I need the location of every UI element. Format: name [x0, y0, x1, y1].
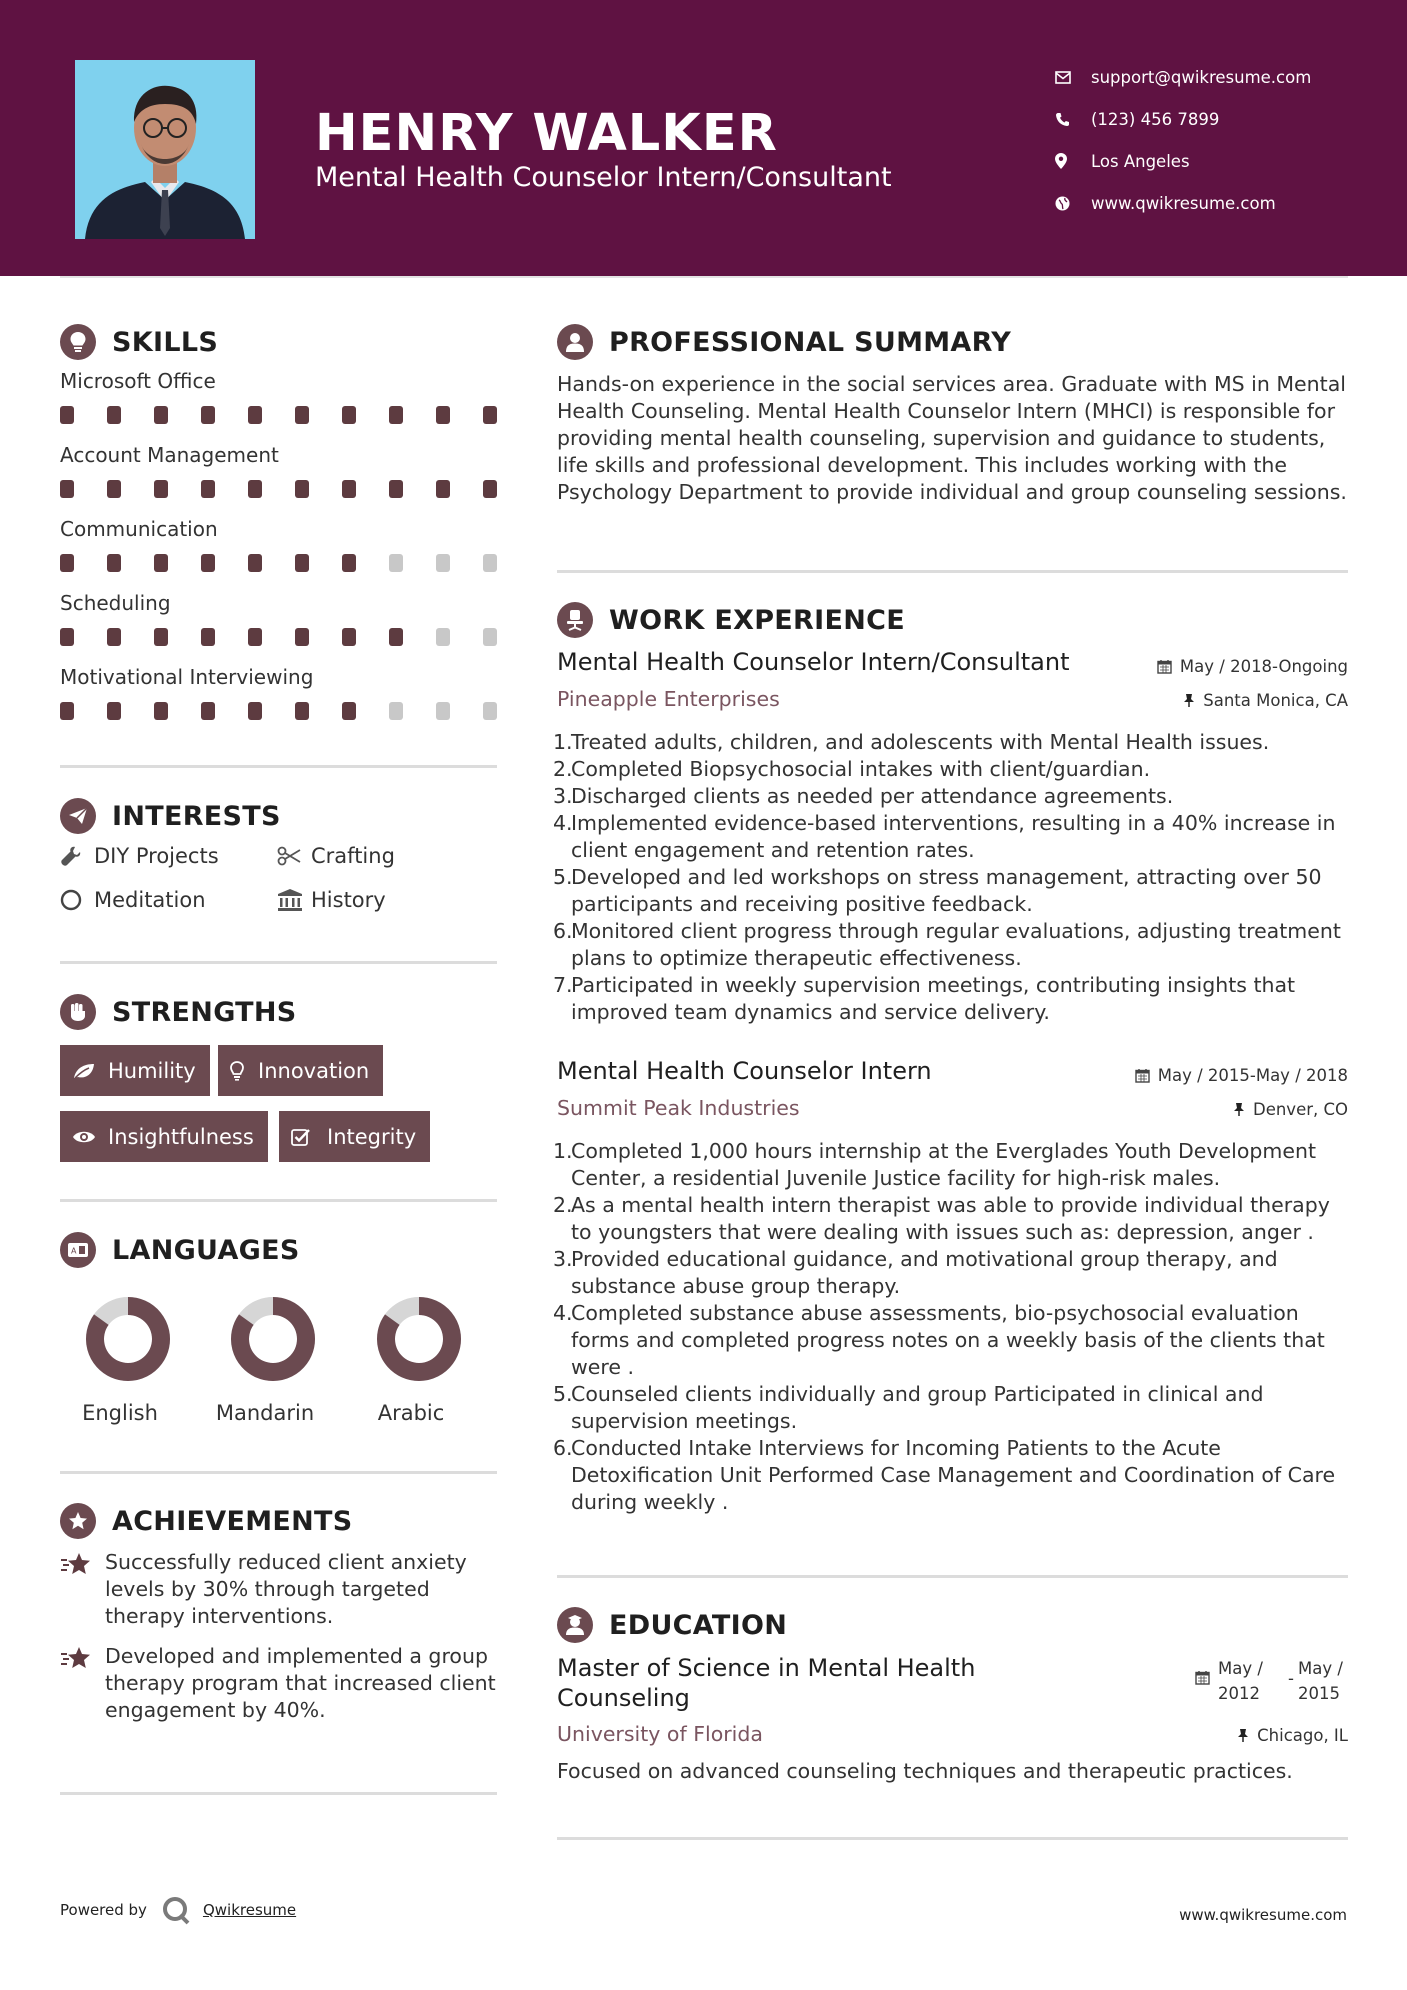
list-item: 6. Monitored client progress through regular evaluations, adjusting treatment plans to optimize therapeutic effectiveness.: [553, 918, 1353, 972]
skill-dot-filled: [201, 702, 215, 720]
footer-powered-by: [60, 1895, 296, 1925]
education-end-month: May /: [1298, 1659, 1343, 1678]
wrench-icon: [60, 845, 94, 867]
languages-divider: [60, 1471, 497, 1474]
language-level-ring: [84, 1295, 172, 1383]
skill-dot-filled: [295, 628, 309, 646]
skill-rating: [60, 544, 497, 588]
language-label: Arabic: [377, 1401, 445, 1425]
responsibility-text: Completed 1,000 hours internship at the Everglades Youth Development Center, a residential Juvenile Justice facility for high-risk males.: [571, 1139, 1316, 1190]
strength-tag: [279, 1111, 430, 1162]
skill-dot-filled: [107, 702, 121, 720]
skills-list: [60, 366, 497, 736]
language-item: [60, 1295, 180, 1425]
pushpin-icon: [1233, 1102, 1245, 1117]
skill-rating: [60, 470, 497, 514]
company-name: Pineapple Enterprises: [557, 687, 780, 711]
responsibility-text: Implemented evidence-based interventions, resulting in a 40% increase in client engagement and retention rates.: [571, 811, 1336, 862]
skill-dot-filled: [154, 702, 168, 720]
job-title: Mental Health Counselor Intern: [557, 1057, 932, 1085]
skill-dot-filled: [248, 406, 262, 424]
degree-line: Counseling: [557, 1684, 690, 1712]
education-description: Focused on advanced counseling techniques and therapeutic practices.: [557, 1759, 1293, 1783]
list-item: 7. Participated in weekly supervision meetings, contributing insights that improved team dynamics and service delivery.: [553, 972, 1353, 1026]
contact-email-text: support@qwikresume.com: [1091, 67, 1312, 87]
skill-dot-filled: [60, 628, 74, 646]
education-title: EDUCATION: [609, 1609, 788, 1641]
summary-section: [557, 322, 1348, 506]
job-dates-text: May / 2018-Ongoing: [1179, 657, 1348, 676]
responsibility-text: Developed and led workshops on stress management, attracting over 50 participants and receiving positive feedback.: [571, 865, 1322, 916]
responsibility-text: Completed substance abuse assessments, bio-psychosocial evaluation forms and completed progress notes on a weekly basis of the clients that were .: [571, 1301, 1325, 1379]
skill-dot-filled: [154, 480, 168, 498]
pushpin-icon: [1183, 693, 1195, 708]
contact-location: [1055, 140, 1311, 182]
skills-divider: [60, 765, 497, 768]
list-item: 6. Conducted Intake Interviews for Incoming Patients to the Acute Detoxification Unit Performed Case Management and Coordination of Care during weekly .: [553, 1435, 1353, 1516]
degree-title: [557, 1653, 975, 1713]
language-level-ring: [229, 1295, 317, 1383]
skill-dot-filled: [436, 406, 450, 424]
powered-by-text: Powered by: [60, 1901, 147, 1919]
skill-dot-empty: [436, 702, 450, 720]
interest-item: [277, 888, 386, 912]
responsibility-text: Conducted Intake Interviews for Incoming Patients to the Acute Detoxification Unit Performed Case Management and Coordination of Care during weekly .: [571, 1436, 1336, 1514]
circle-icon: [60, 889, 94, 911]
education-start: [1218, 1656, 1288, 1706]
skill-dot-filled: [107, 406, 121, 424]
skill-dot-filled: [248, 480, 262, 498]
list-item: 1. Completed 1,000 hours internship at the Everglades Youth Development Center, a residential Juvenile Justice facility for high-risk males.: [553, 1138, 1353, 1192]
job-title: Mental Health Counselor Intern/Consultant: [557, 648, 1070, 676]
office-chair-icon: [557, 602, 593, 638]
skill-dot-filled: [154, 628, 168, 646]
scissors-icon: [277, 846, 311, 866]
skill-item: [60, 440, 497, 514]
language-level-ring: [375, 1295, 463, 1383]
job-location: [1183, 691, 1348, 710]
list-item: 2. Completed Biopsychosocial intakes with client/guardian.: [553, 757, 1151, 781]
eye-icon: [72, 1129, 108, 1145]
education-section: [557, 1605, 1348, 1645]
contact-phone[interactable]: [1055, 98, 1311, 140]
contact-location-text: Los Angeles: [1091, 151, 1190, 171]
skill-dot-filled: [201, 554, 215, 572]
strengths-title: STRENGTHS: [112, 996, 297, 1028]
list-item: 2. As a mental health intern therapist was able to provide individual therapy to youngsters that were dealing with issues such as: depression, anger .: [553, 1192, 1353, 1246]
job-dates: [1135, 1066, 1348, 1085]
candidate-title: Mental Health Counselor Intern/Consultant: [315, 162, 892, 193]
responsibility-text: Treated adults, children, and adolescents with Mental Health issues.: [571, 730, 1270, 754]
strength-label: Integrity: [327, 1124, 417, 1149]
company-name: Summit Peak Industries: [557, 1096, 800, 1120]
checkbox-icon: [291, 1128, 327, 1146]
skill-dot-filled: [389, 480, 403, 498]
education-divider: [557, 1837, 1348, 1840]
responsibility-text: Monitored client progress through regular evaluations, adjusting treatment plans to optimize therapeutic effectiveness.: [571, 919, 1341, 970]
skill-dot-filled: [389, 628, 403, 646]
candidate-name: HENRY WALKER: [315, 104, 778, 163]
globe-icon: [1055, 196, 1091, 211]
experience-title: WORK EXPERIENCE: [609, 604, 905, 636]
skill-dot-filled: [248, 702, 262, 720]
lightbulb-icon: [60, 324, 96, 360]
list-item: 5. Counseled clients individually and group Participated in clinical and supervision meetings.: [553, 1381, 1353, 1435]
degree-line: Master of Science in Mental Health: [557, 1654, 976, 1682]
achievements-divider: [60, 1792, 497, 1795]
skill-dot-empty: [483, 702, 497, 720]
summary-title: PROFESSIONAL SUMMARY: [609, 326, 1012, 358]
skill-dot-filled: [342, 406, 356, 424]
skill-name: Account Management: [60, 443, 279, 467]
star-badge-icon: [60, 1503, 96, 1539]
education-dates: [1195, 1656, 1348, 1706]
pushpin-icon: [1237, 1728, 1249, 1743]
education-end-year: 2015: [1298, 1684, 1340, 1703]
interests-divider: [60, 961, 497, 964]
skill-dot-filled: [201, 480, 215, 498]
skill-name: Scheduling: [60, 591, 171, 615]
skill-item: [60, 588, 497, 662]
experience-section: [557, 600, 1348, 640]
skill-item: [60, 514, 497, 588]
skill-item: [60, 662, 497, 736]
svg-text:A: A: [71, 1246, 77, 1256]
envelope-icon: [1055, 71, 1091, 84]
education-date-separator: -: [1288, 1669, 1294, 1688]
skill-dot-empty: [389, 554, 403, 572]
skill-dot-filled: [342, 554, 356, 572]
achievements-section: [60, 1501, 497, 1541]
skill-dot-empty: [483, 628, 497, 646]
leaf-icon: [72, 1062, 108, 1080]
job-location-text: Santa Monica, CA: [1203, 691, 1348, 710]
list-item: 1. Treated adults, children, and adolescents with Mental Health issues.: [553, 730, 1270, 754]
interests-title: INTERESTS: [112, 800, 281, 832]
contact-website-text: www.qwikresume.com: [1091, 193, 1276, 213]
list-item: 4. Completed substance abuse assessments, bio-psychosocial evaluation forms and completed progress notes on a weekly basis of the clients that were .: [553, 1300, 1353, 1381]
skill-dot-filled: [483, 406, 497, 424]
skill-dot-filled: [389, 406, 403, 424]
job-location-text: Denver, CO: [1252, 1100, 1348, 1119]
graduate-icon: [557, 1607, 593, 1643]
footer-website[interactable]: www.qwikresume.com: [1179, 1906, 1347, 1924]
education-start-year: 2012: [1218, 1684, 1260, 1703]
strength-label: Insightfulness: [108, 1124, 254, 1149]
skill-dot-filled: [342, 480, 356, 498]
strength-tag: [218, 1045, 383, 1096]
map-pin-icon: [1055, 153, 1091, 169]
strengths-divider: [60, 1199, 497, 1202]
header-divider: [60, 276, 1348, 278]
school-name: University of Florida: [557, 1722, 763, 1746]
skill-dot-empty: [389, 702, 403, 720]
qwikresume-link[interactable]: Qwikresume: [202, 1901, 297, 1919]
museum-icon: [277, 888, 311, 912]
skill-dot-empty: [483, 554, 497, 572]
language-item: [205, 1295, 325, 1425]
skill-dot-filled: [295, 554, 309, 572]
skill-dot-filled: [107, 628, 121, 646]
education-start-month: May /: [1218, 1659, 1263, 1678]
skill-dot-filled: [248, 554, 262, 572]
achievement-item: [60, 1549, 497, 1630]
user-icon: [557, 324, 593, 360]
lightbulb-icon: [230, 1061, 258, 1081]
skill-dot-filled: [60, 554, 74, 572]
responsibility-text: Completed Biopsychosocial intakes with client/guardian.: [571, 757, 1151, 781]
calendar-icon: [1157, 659, 1172, 674]
strength-label: Humility: [108, 1058, 196, 1083]
skill-dot-filled: [154, 554, 168, 572]
interest-label: Crafting: [311, 844, 395, 868]
language-label: English: [82, 1401, 158, 1425]
skill-dot-filled: [483, 480, 497, 498]
profile-photo: [75, 60, 255, 239]
achievement-item: [60, 1643, 497, 1724]
experience-divider: [557, 1575, 1348, 1578]
skill-dot-filled: [201, 628, 215, 646]
interest-label: DIY Projects: [94, 844, 219, 868]
calendar-icon: [1195, 1656, 1210, 1685]
phone-icon: [1055, 112, 1091, 127]
education-location: [1237, 1726, 1348, 1745]
skill-rating: [60, 618, 497, 662]
job-dates: [1157, 657, 1348, 676]
contact-website[interactable]: [1055, 182, 1311, 224]
skill-dot-filled: [295, 406, 309, 424]
summary-text: Hands-on experience in the social services area. Graduate with MS in Mental Health Counseling. Mental Health Counselor Intern (MHCI) is responsible for providing mental health counseling, supervision and guidance to students, life skills and professional development. This includes working with the Psychology Department to provide individual and group counseling sessions.: [557, 372, 1347, 504]
paper-plane-icon: [60, 798, 96, 834]
responsibility-text: Provided educational guidance, and motivational group therapy, and substance abuse group therapy.: [571, 1247, 1278, 1298]
skill-dot-filled: [60, 702, 74, 720]
list-item: 3. Provided educational guidance, and motivational group therapy, and substance abuse group therapy.: [553, 1246, 1353, 1300]
interest-item: [60, 888, 206, 912]
strength-tag: [60, 1045, 210, 1096]
skill-dot-filled: [295, 702, 309, 720]
skill-dot-filled: [60, 406, 74, 424]
translate-icon: [60, 1232, 96, 1268]
resume-header: [0, 0, 1407, 276]
list-item: 5. Developed and led workshops on stress management, attracting over 50 participants and receiving positive feedback.: [553, 864, 1353, 918]
skill-dot-filled: [342, 628, 356, 646]
responsibility-text: Counseled clients individually and group Participated in clinical and supervision meetings.: [571, 1382, 1264, 1433]
responsibility-text: As a mental health intern therapist was able to provide individual therapy to youngsters that were dealing with issues such as: depression, anger .: [571, 1193, 1330, 1244]
contact-list: [1055, 56, 1311, 224]
skill-dot-filled: [201, 406, 215, 424]
interest-label: Meditation: [94, 888, 206, 912]
skill-dot-filled: [107, 480, 121, 498]
strengths-section: [60, 992, 497, 1032]
strength-tag: [60, 1111, 268, 1162]
interest-item: [277, 844, 395, 868]
skill-item: [60, 366, 497, 440]
skills-section: [60, 322, 497, 736]
achievement-text: Developed and implemented a group therapy program that increased client engagement by 40%.: [105, 1644, 496, 1722]
skills-title: SKILLS: [112, 326, 219, 358]
skill-dot-empty: [436, 628, 450, 646]
languages-section: [60, 1230, 497, 1270]
skill-rating: [60, 692, 497, 736]
language-label: Mandarin: [215, 1401, 315, 1425]
skill-dot-filled: [60, 480, 74, 498]
list-item: 4. Implemented evidence-based interventions, resulting in a 40% increase in client engagement and retention rates.: [553, 810, 1353, 864]
skill-dot-filled: [342, 702, 356, 720]
list-item: 3. Discharged clients as needed per attendance agreements.: [553, 784, 1174, 808]
skill-dot-empty: [436, 554, 450, 572]
raised-fist-icon: [60, 994, 96, 1030]
job-responsibilities: [553, 729, 1353, 1026]
contact-phone-text: (123) 456 7899: [1091, 109, 1220, 129]
skill-dot-filled: [107, 554, 121, 572]
contact-email[interactable]: [1055, 56, 1311, 98]
skill-dot-filled: [295, 480, 309, 498]
star-icon: [60, 1549, 105, 1630]
job-dates-text: May / 2015-May / 2018: [1157, 1066, 1348, 1085]
education-end: [1298, 1656, 1348, 1706]
language-item: [351, 1295, 471, 1425]
responsibility-text: Discharged clients as needed per attendance agreements.: [571, 784, 1174, 808]
star-icon: [60, 1643, 105, 1724]
skill-dot-filled: [248, 628, 262, 646]
skill-name: Microsoft Office: [60, 369, 216, 393]
skill-name: Motivational Interviewing: [60, 665, 314, 689]
achievement-text: Successfully reduced client anxiety levels by 30% through targeted therapy interventions.: [105, 1550, 467, 1628]
summary-divider: [557, 570, 1348, 573]
interest-label: History: [311, 888, 386, 912]
responsibility-text: Participated in weekly supervision meetings, contributing insights that improved team dynamics and service delivery.: [571, 973, 1296, 1024]
job-location: [1233, 1100, 1348, 1119]
job-responsibilities: [553, 1138, 1353, 1516]
interest-item: [60, 844, 219, 868]
skill-name: Communication: [60, 517, 218, 541]
education-location-text: Chicago, IL: [1257, 1726, 1348, 1745]
achievements-title: ACHIEVEMENTS: [112, 1505, 353, 1537]
qwikresume-logo-icon: [161, 1895, 191, 1925]
skill-dot-filled: [436, 480, 450, 498]
calendar-icon: [1135, 1068, 1150, 1083]
strength-label: Innovation: [258, 1058, 370, 1083]
skill-dot-filled: [154, 406, 168, 424]
languages-title: LANGUAGES: [112, 1234, 300, 1266]
skill-rating: [60, 396, 497, 440]
